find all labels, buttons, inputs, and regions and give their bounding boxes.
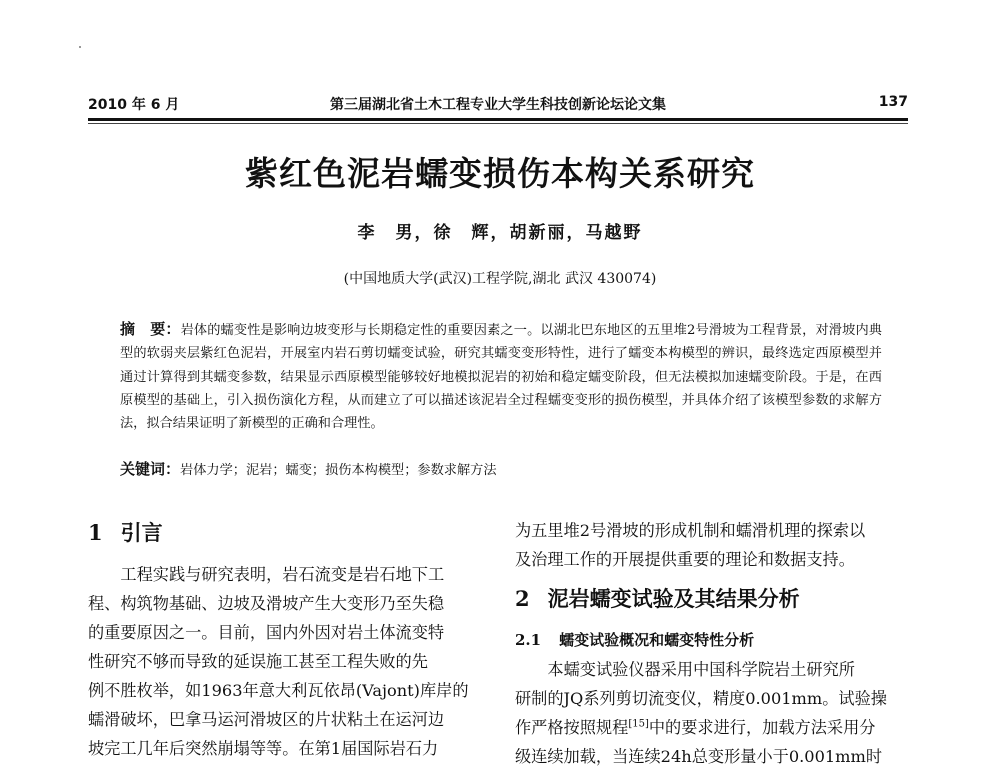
header-rule-thin: [88, 123, 908, 124]
text-line: 级连续加载，当连续24h总变形量小于0.001mm时: [515, 747, 883, 766]
text-line: 坡完工几年后突然崩塌等等。在第1届国际岩石力: [88, 739, 439, 758]
text-line: 性研究不够而导致的延误施工甚至工程失败的先: [88, 652, 428, 671]
subsection-title: 蠕变试验概况和蠕变特性分析: [559, 631, 755, 649]
page-number: 137: [878, 94, 908, 110]
right-column: [515, 516, 915, 771]
citation-ref[interactable]: [15]: [628, 718, 649, 730]
abstract-text: 岩体的蠕变性是影响边坡变形与长期稳定性的重要因素之一。以湖北巴东地区的五里堆2号滑坡为工程背景，对滑坡内典型的软弱夹层紫红色泥岩，开展室内岩石剪切蠕变试验，研究其蠕变变形特性，进行了蠕变本构模型的辨识，最终选定西原模型并通过计算得到其蠕变参数，结果显示西原模型能够较好地模拟泥岩的初始和稳定蠕变阶段，但无法模拟加速蠕变阶段。于是，在西原模型的基础上，引入损伤演化方程，从而建立了可以描述该泥岩全过程蠕变变形的损伤模型，并具体介绍了该模型参数的求解方法，拟合结果证明了新模型的正确和合理性。: [120, 323, 882, 432]
subsection-number: 2.1: [515, 631, 542, 649]
section-1-heading: [88, 516, 488, 560]
text-line-with-citation: [515, 713, 915, 742]
running-head: [88, 92, 908, 114]
section-title: 引言: [120, 521, 163, 545]
section-2-1-paragraph: [515, 655, 915, 771]
left-column: [88, 516, 488, 763]
text-line: 例不胜枚举，如1963年意大利瓦依昂(Vajont)库岸的: [88, 681, 469, 700]
text-line: 蠕滑破坏，巴拿马运河滑坡区的片状粘土在运河边: [88, 710, 445, 729]
section-number: 1: [88, 520, 103, 545]
article-affiliation: (中国地质大学(武汉)工程学院,湖北 武汉 430074): [343, 271, 657, 287]
abstract-label: 摘 要：: [120, 320, 181, 338]
text-line: 工程实践与研究表明，岩石流变是岩石地下工: [120, 565, 445, 584]
journal-name: 第三届湖北省土木工程专业大学生科技创新论坛论文集: [330, 97, 666, 113]
subsection-2-1-heading: [515, 626, 915, 655]
continued-paragraph: [515, 516, 915, 574]
text-line: 程、构筑物基础、边坡及滑坡产生大变形乃至失稳: [88, 594, 445, 613]
section-title: 泥岩蠕变试验及其结果分析: [547, 587, 800, 611]
keywords-label: 关键词：: [120, 460, 181, 478]
text-line: 研制的JQ系列剪切流变仪，精度0.001mm。试验操: [515, 689, 887, 708]
text-line: 的重要原因之一。目前，国内外因对岩土体流变特: [88, 623, 445, 642]
keywords-text: 岩体力学；泥岩；蠕变；损伤本构模型；参数求解方法: [180, 463, 497, 478]
text-fragment: 中的要求进行，加载方法采用分: [648, 718, 876, 737]
keywords: [120, 458, 882, 482]
text-line: 为五里堆2号滑坡的形成机制和蠕滑机理的探索以: [515, 521, 866, 540]
article-authors: 李 男，徐 辉，胡新丽，马越野: [357, 223, 643, 243]
abstract: [120, 318, 882, 435]
scan-speck: [79, 46, 81, 48]
section-2-heading: [515, 582, 915, 626]
section-1-paragraph: [88, 560, 488, 763]
text-line: 及治理工作的开展提供重要的理论和数据支持。: [515, 550, 855, 569]
text-line: 本蠕变试验仪器采用中国科学院岩土研究所: [547, 660, 855, 679]
issue-date: 2010 年 6 月: [88, 97, 180, 113]
text-fragment: 作严格按照规程: [515, 718, 629, 737]
section-number: 2: [515, 586, 530, 611]
article-title: 紫红色泥岩蠕变损伤本构关系研究: [245, 154, 755, 193]
header-rule: [88, 118, 908, 121]
